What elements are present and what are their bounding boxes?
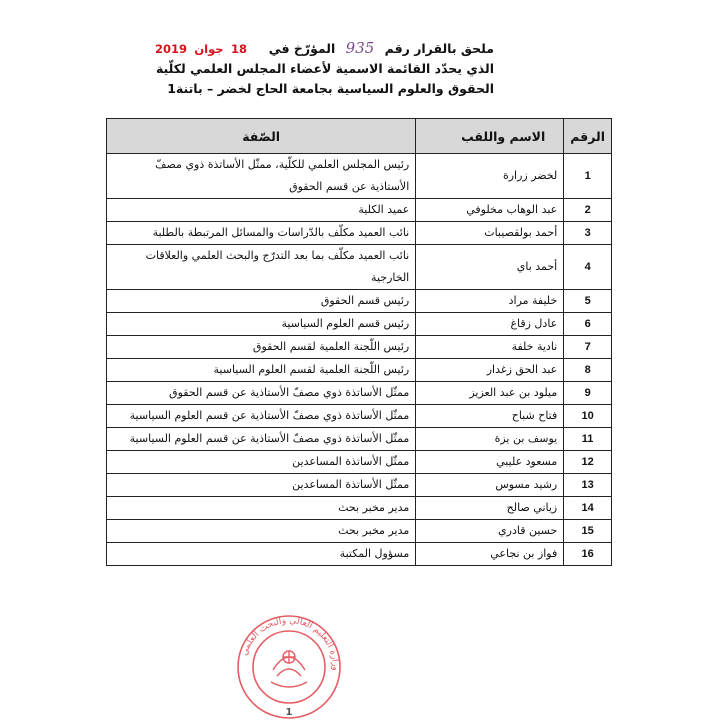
member-role: ممثّل الأساتذة ذوي مصفّ الأستاذية عن قسم العلوم السياسية — [107, 428, 416, 451]
row-number: 11 — [564, 428, 612, 451]
emblem-icon — [271, 651, 307, 687]
table-row — [107, 222, 612, 245]
member-role: رئيس قسم العلوم السياسية — [107, 313, 416, 336]
member-role: مدير مخبر بحث — [107, 497, 416, 520]
member-role: ممثّل الأساتذة ذوي مصفّ الأستاذية عن قسم الحقوق — [107, 382, 416, 405]
table-row — [107, 154, 612, 199]
header-dated-label: المؤرّخ في — [268, 41, 336, 56]
table-header-row — [107, 119, 612, 154]
member-name: عادل زقاغ — [416, 313, 564, 336]
decision-number-handwritten: 935 — [345, 39, 375, 57]
row-number: 15 — [564, 520, 612, 543]
row-number: 13 — [564, 474, 612, 497]
row-number: 8 — [564, 359, 612, 382]
member-name: عبد الحق زغدار — [416, 359, 564, 382]
date-day: 18 — [230, 42, 247, 56]
member-name: عبد الوهاب مخلوفي — [416, 199, 564, 222]
table-row — [107, 336, 612, 359]
official-stamp — [229, 612, 349, 722]
table-row — [107, 290, 612, 313]
table-row — [107, 497, 612, 520]
member-role: ممثّل الأساتذة ذوي مصفّ الأستاذية عن قسم العلوم السياسية — [107, 405, 416, 428]
member-name: حسين قادري — [416, 520, 564, 543]
table-row — [107, 382, 612, 405]
member-role: مدير مخبر بحث — [107, 520, 416, 543]
row-number: 7 — [564, 336, 612, 359]
header-line-2: الذي يحدّد القائمة الاسمية لأعضاء المجلس العلمي لكلّية — [155, 61, 494, 76]
table-row — [107, 405, 612, 428]
member-name: زياني صالح — [416, 497, 564, 520]
row-number: 10 — [564, 405, 612, 428]
row-number: 9 — [564, 382, 612, 405]
member-name: خليفة مراد — [416, 290, 564, 313]
member-name: مسعود عليبي — [416, 451, 564, 474]
row-number: 4 — [564, 245, 612, 290]
column-header-role: الصّفة — [107, 119, 416, 154]
table-row — [107, 359, 612, 382]
table-row — [107, 520, 612, 543]
member-role: رئيس قسم الحقوق — [107, 290, 416, 313]
row-number: 5 — [564, 290, 612, 313]
table-row — [107, 199, 612, 222]
member-role: ممثّل الأساتذة المساعدين — [107, 474, 416, 497]
member-role: رئيس المجلس العلمي للكلّية، ممثّل الأساتذة ذوي مصفّ الأستاذية عن قسم الحقوق — [107, 154, 416, 199]
member-name: أحمد باي — [416, 245, 564, 290]
column-header-name: الاسم واللقب — [416, 119, 564, 154]
table-row — [107, 245, 612, 290]
member-name: فواز بن نجاعي — [416, 543, 564, 566]
member-name: لخضر زرارة — [416, 154, 564, 199]
table-row — [107, 313, 612, 336]
council-members-table — [106, 118, 612, 566]
page-number: 1 — [285, 707, 293, 718]
member-role: مسؤول المكتبة — [107, 543, 416, 566]
member-role: رئيس اللّجنة العلمية لقسم العلوم السياسية — [107, 359, 416, 382]
row-number: 1 — [564, 154, 612, 199]
row-number: 3 — [564, 222, 612, 245]
header-line-1 — [74, 38, 494, 59]
member-role: نائب العميد مكلّف بالدّراسات والمسائل المرتبطة بالطلبة — [107, 222, 416, 245]
table-row — [107, 543, 612, 566]
table-row — [107, 451, 612, 474]
row-number: 12 — [564, 451, 612, 474]
table-body — [107, 154, 612, 566]
document-header — [74, 38, 494, 99]
stamp-ring-text: وزارة التعليم العالي والبحث العلمي — [239, 615, 341, 672]
row-number: 14 — [564, 497, 612, 520]
member-role: رئيس اللّجنة العلمية لقسم الحقوق — [107, 336, 416, 359]
member-name: يوسف بن يزة — [416, 428, 564, 451]
header-line-3: الحقوق والعلوم السياسية بجامعة الحاج لخضر – باتنة1 — [167, 81, 494, 96]
row-number: 2 — [564, 199, 612, 222]
member-name: نادية خلفة — [416, 336, 564, 359]
member-role: عميد الكلية — [107, 199, 416, 222]
member-name: فتاح شباح — [416, 405, 564, 428]
member-name: رشيد مسوس — [416, 474, 564, 497]
row-number: 16 — [564, 543, 612, 566]
column-header-number: الرقم — [564, 119, 612, 154]
row-number: 6 — [564, 313, 612, 336]
member-name: ميلود بن عبد العزيز — [416, 382, 564, 405]
member-name: أحمد بولقصيبات — [416, 222, 564, 245]
table-row — [107, 474, 612, 497]
member-role: ممثّل الأساتذة المساعدين — [107, 451, 416, 474]
member-role: نائب العميد مكلّف بما بعد التدرّج والبحث العلمي والعلاقات الخارجية — [107, 245, 416, 290]
header-decision-prefix: ملحق بالقرار رقم — [384, 41, 494, 56]
date-month: جوان — [194, 42, 224, 56]
table-row — [107, 428, 612, 451]
date-year: 2019 — [154, 42, 187, 56]
